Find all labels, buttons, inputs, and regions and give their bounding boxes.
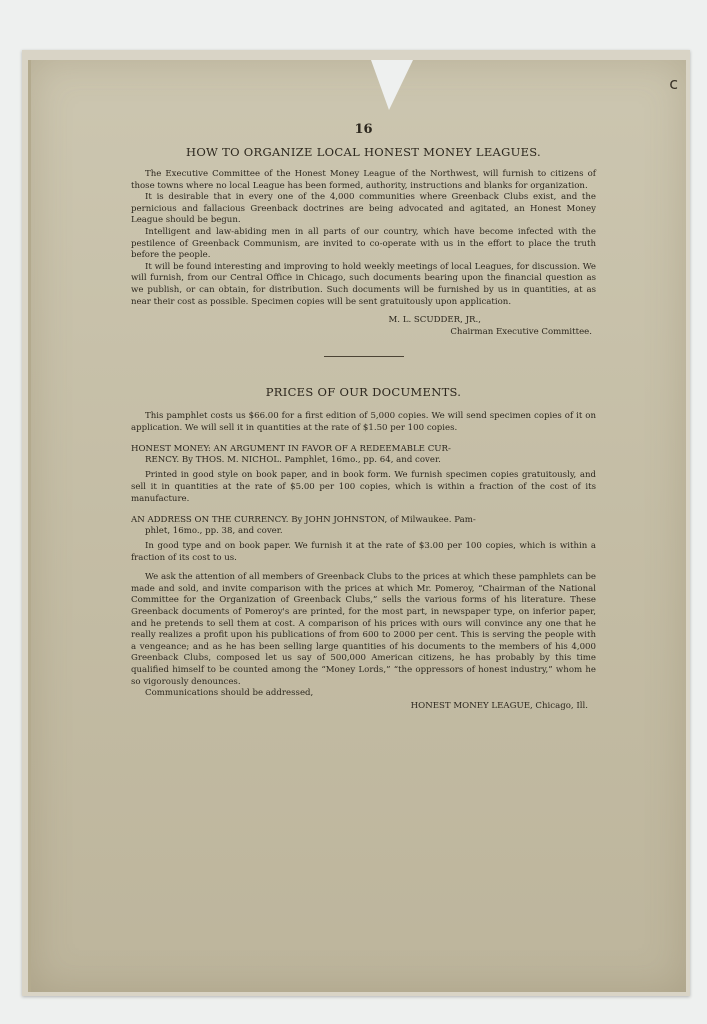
- paragraph-3: Intelligent and law-abiding men in all parts of our country, which have become infected with the pestilence of Greenback Communism, are invited to co-operate with us in the effort to place the truth before the people.: [131, 226, 596, 261]
- paragraph-2: It is desirable that in every one of the 4,000 communities where Greenback Clubs exist, and the pernicious and fallacious Greenback doctrines are being advocated and agitated, an Honest Money League should be begun.: [131, 192, 596, 226]
- prices-intro: This pamphlet costs us $66.00 for a first edition of 5,000 copies. We will send specimen copies of it on application. We will sell it in quantities at the rate of $1.50 per 100 copies.: [131, 411, 596, 433]
- page-number: 16: [354, 122, 373, 137]
- signature-name: M. L. SCUDDER, JR.,: [388, 315, 481, 326]
- document-2-description: In good type and on book paper. We furnish it at the rate of $3.00 per 100 copies, which is within a fraction of its cost to us.: [131, 541, 596, 563]
- paragraph-4: It will be found interesting and improving to hold weekly meetings of local Leagues, for discussion. We will furnish, from our Central Office in Chicago, such documents bearing upon the financial question as we publish, or can obtain, for distribution. Such documents will be furnished by us in quantities, at as near their cost as possible. Specimen copies will be sent gratuitously upon application.: [131, 261, 596, 307]
- paragraph-1: The Executive Committee of the Honest Money League of the Northwest, will furnish to citizens of those towns where no local League has been formed, authority, instructions and blanks for organization.: [131, 169, 596, 191]
- document-2-title-line1: AN ADDRESS ON THE CURRENCY. By JOHN JOHNSTON, of Milwaukee. Pam-: [131, 515, 476, 526]
- attention-paragraph: We ask the attention of all members of Greenback Clubs to the prices at which these pamphlets can be made and sold, and invite comparison with the prices at which Mr. Pomeroy, “Chairman of the National Committee for the Organization of Greenback Clubs,” sells the various forms of his literature. These Greenback documents of Pomeroy's are printed, for the most part, in newspaper type, on inferior paper, and he pretends to sell them at cost. A comparison of his prices with ours will convince any one that he really realizes a profit upon his publications of from 600 to 2000 per cent. This is serving the people with a vengeance; and as he has been selling large quantities of his documents to the members of his 4,000 Greenback Clubs, composed let us say of 500,000 American citizens, he has probably by this time qualified himself to be counted among the “Money Lords,” “the oppressors of honest industry,” whom he so vigorously denounces.: [131, 572, 596, 687]
- document-2-title: [131, 515, 596, 537]
- document-page: [28, 60, 686, 992]
- document-1-description: Printed in good style on book paper, and in book form. We furnish specimen copies gratuitously, and sell it in quantities at the rate of $5.00 per 100 copies, which is within a fraction of the cost of its manufacture.: [131, 470, 596, 504]
- page-content: [131, 122, 596, 712]
- corner-handwritten-mark: c: [669, 74, 678, 93]
- signature-title: Chairman Executive Committee.: [450, 327, 592, 338]
- closing-address: HONEST MONEY LEAGUE, Chicago, Ill.: [410, 700, 588, 711]
- signature-block: [131, 314, 596, 338]
- section-divider: [324, 356, 404, 357]
- document-1-title-line1: HONEST MONEY: AN ARGUMENT IN FAVOR OF A REDEEMABLE CUR-: [131, 444, 451, 455]
- section-title-prices: PRICES OF OUR DOCUMENTS.: [265, 385, 462, 400]
- document-2-title-line2: phlet, 16mo., pp. 38, and cover.: [145, 526, 283, 537]
- torn-corner: [371, 60, 413, 110]
- document-1-title-line2: RENCY. By THOS. M. NICHOL. Pamphlet, 16mo., pp. 64, and cover.: [145, 455, 441, 466]
- document-1-title: [131, 444, 596, 466]
- closing-line: Communications should be addressed,: [145, 688, 314, 699]
- section-title-organize: HOW TO ORGANIZE LOCAL HONEST MONEY LEAGUES.: [185, 145, 542, 159]
